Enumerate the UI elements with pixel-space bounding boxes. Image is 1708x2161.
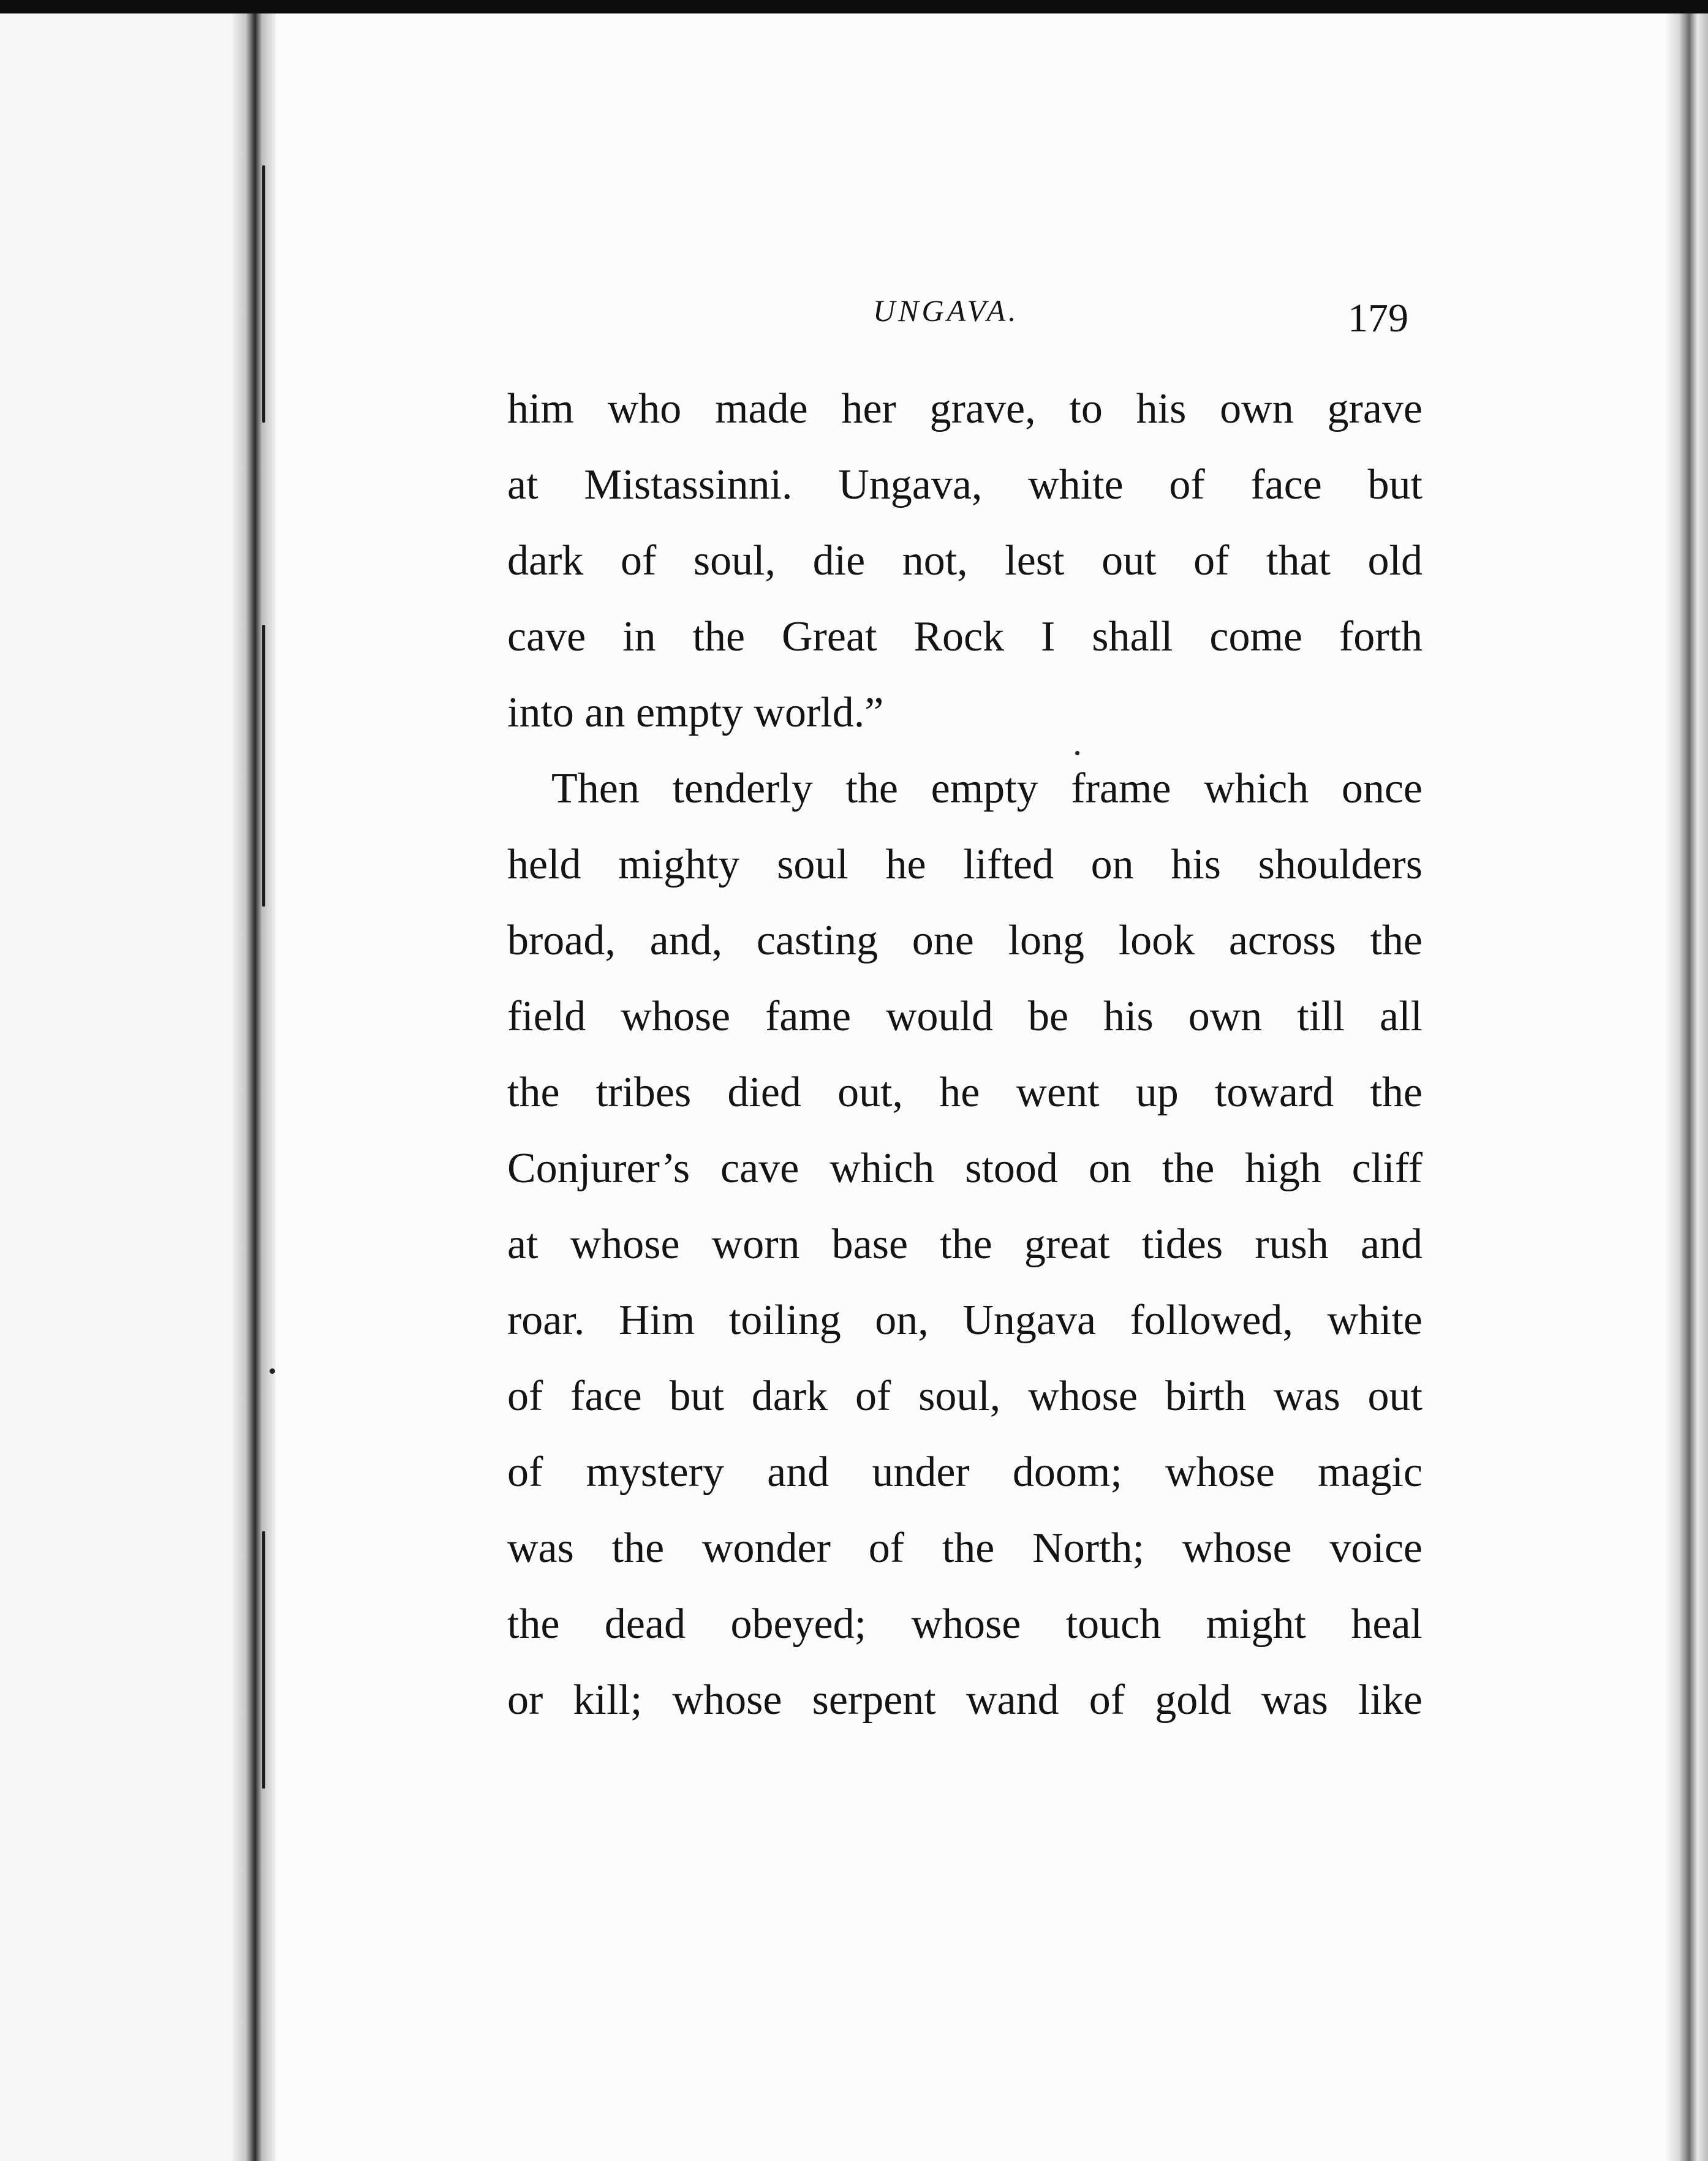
text-line: held mighty soul he lifted on his shoulders (507, 841, 1423, 888)
text-line: at whose worn base the great tides rush and (507, 1221, 1423, 1268)
gutter-shadow-line (262, 165, 265, 423)
ink-speck (270, 1368, 275, 1374)
text-line: of mystery and under doom; whose magic (507, 1449, 1423, 1496)
gutter-shadow-line (262, 1531, 265, 1789)
text-line: broad, and, casting one long look across the (507, 917, 1423, 964)
text-line: field whose fame would be his own till all (507, 993, 1423, 1040)
paragraph-first-line: Then tenderly the empty frame which once (551, 765, 1423, 812)
page-number: 179 (1348, 296, 1408, 341)
text-line: Conjurer’s cave which stood on the high cliff (507, 1145, 1423, 1192)
text-line: or kill; whose serpent wand of gold was like (507, 1676, 1423, 1724)
text-line: roar. Him toiling on, Ungava followed, white (507, 1297, 1423, 1344)
left-page-edge (0, 13, 233, 2161)
text-line: was the wonder of the North; whose voice (507, 1525, 1423, 1572)
text-line: into an empty world.” (507, 689, 884, 736)
text-line: of face but dark of soul, whose birth was out (507, 1373, 1423, 1420)
text-line: the tribes died out, he went up toward the (507, 1069, 1423, 1116)
text-line: him who made her grave, to his own grave (507, 385, 1423, 432)
gutter-shadow-line (262, 625, 265, 907)
book-gutter (233, 13, 276, 2161)
text-line: dark of soul, die not, lest out of that old (507, 537, 1423, 584)
text-line: the dead obeyed; whose touch might heal (507, 1601, 1423, 1648)
body-text (507, 371, 1423, 1738)
scan-top-border (0, 0, 1708, 13)
running-head: UNGAVA. (873, 293, 1019, 328)
text-line: at Mistassinni. Ungava, white of face but (507, 461, 1423, 508)
text-line: cave in the Great Rock I shall come forth (507, 613, 1423, 660)
right-page-edge (1666, 13, 1708, 2161)
